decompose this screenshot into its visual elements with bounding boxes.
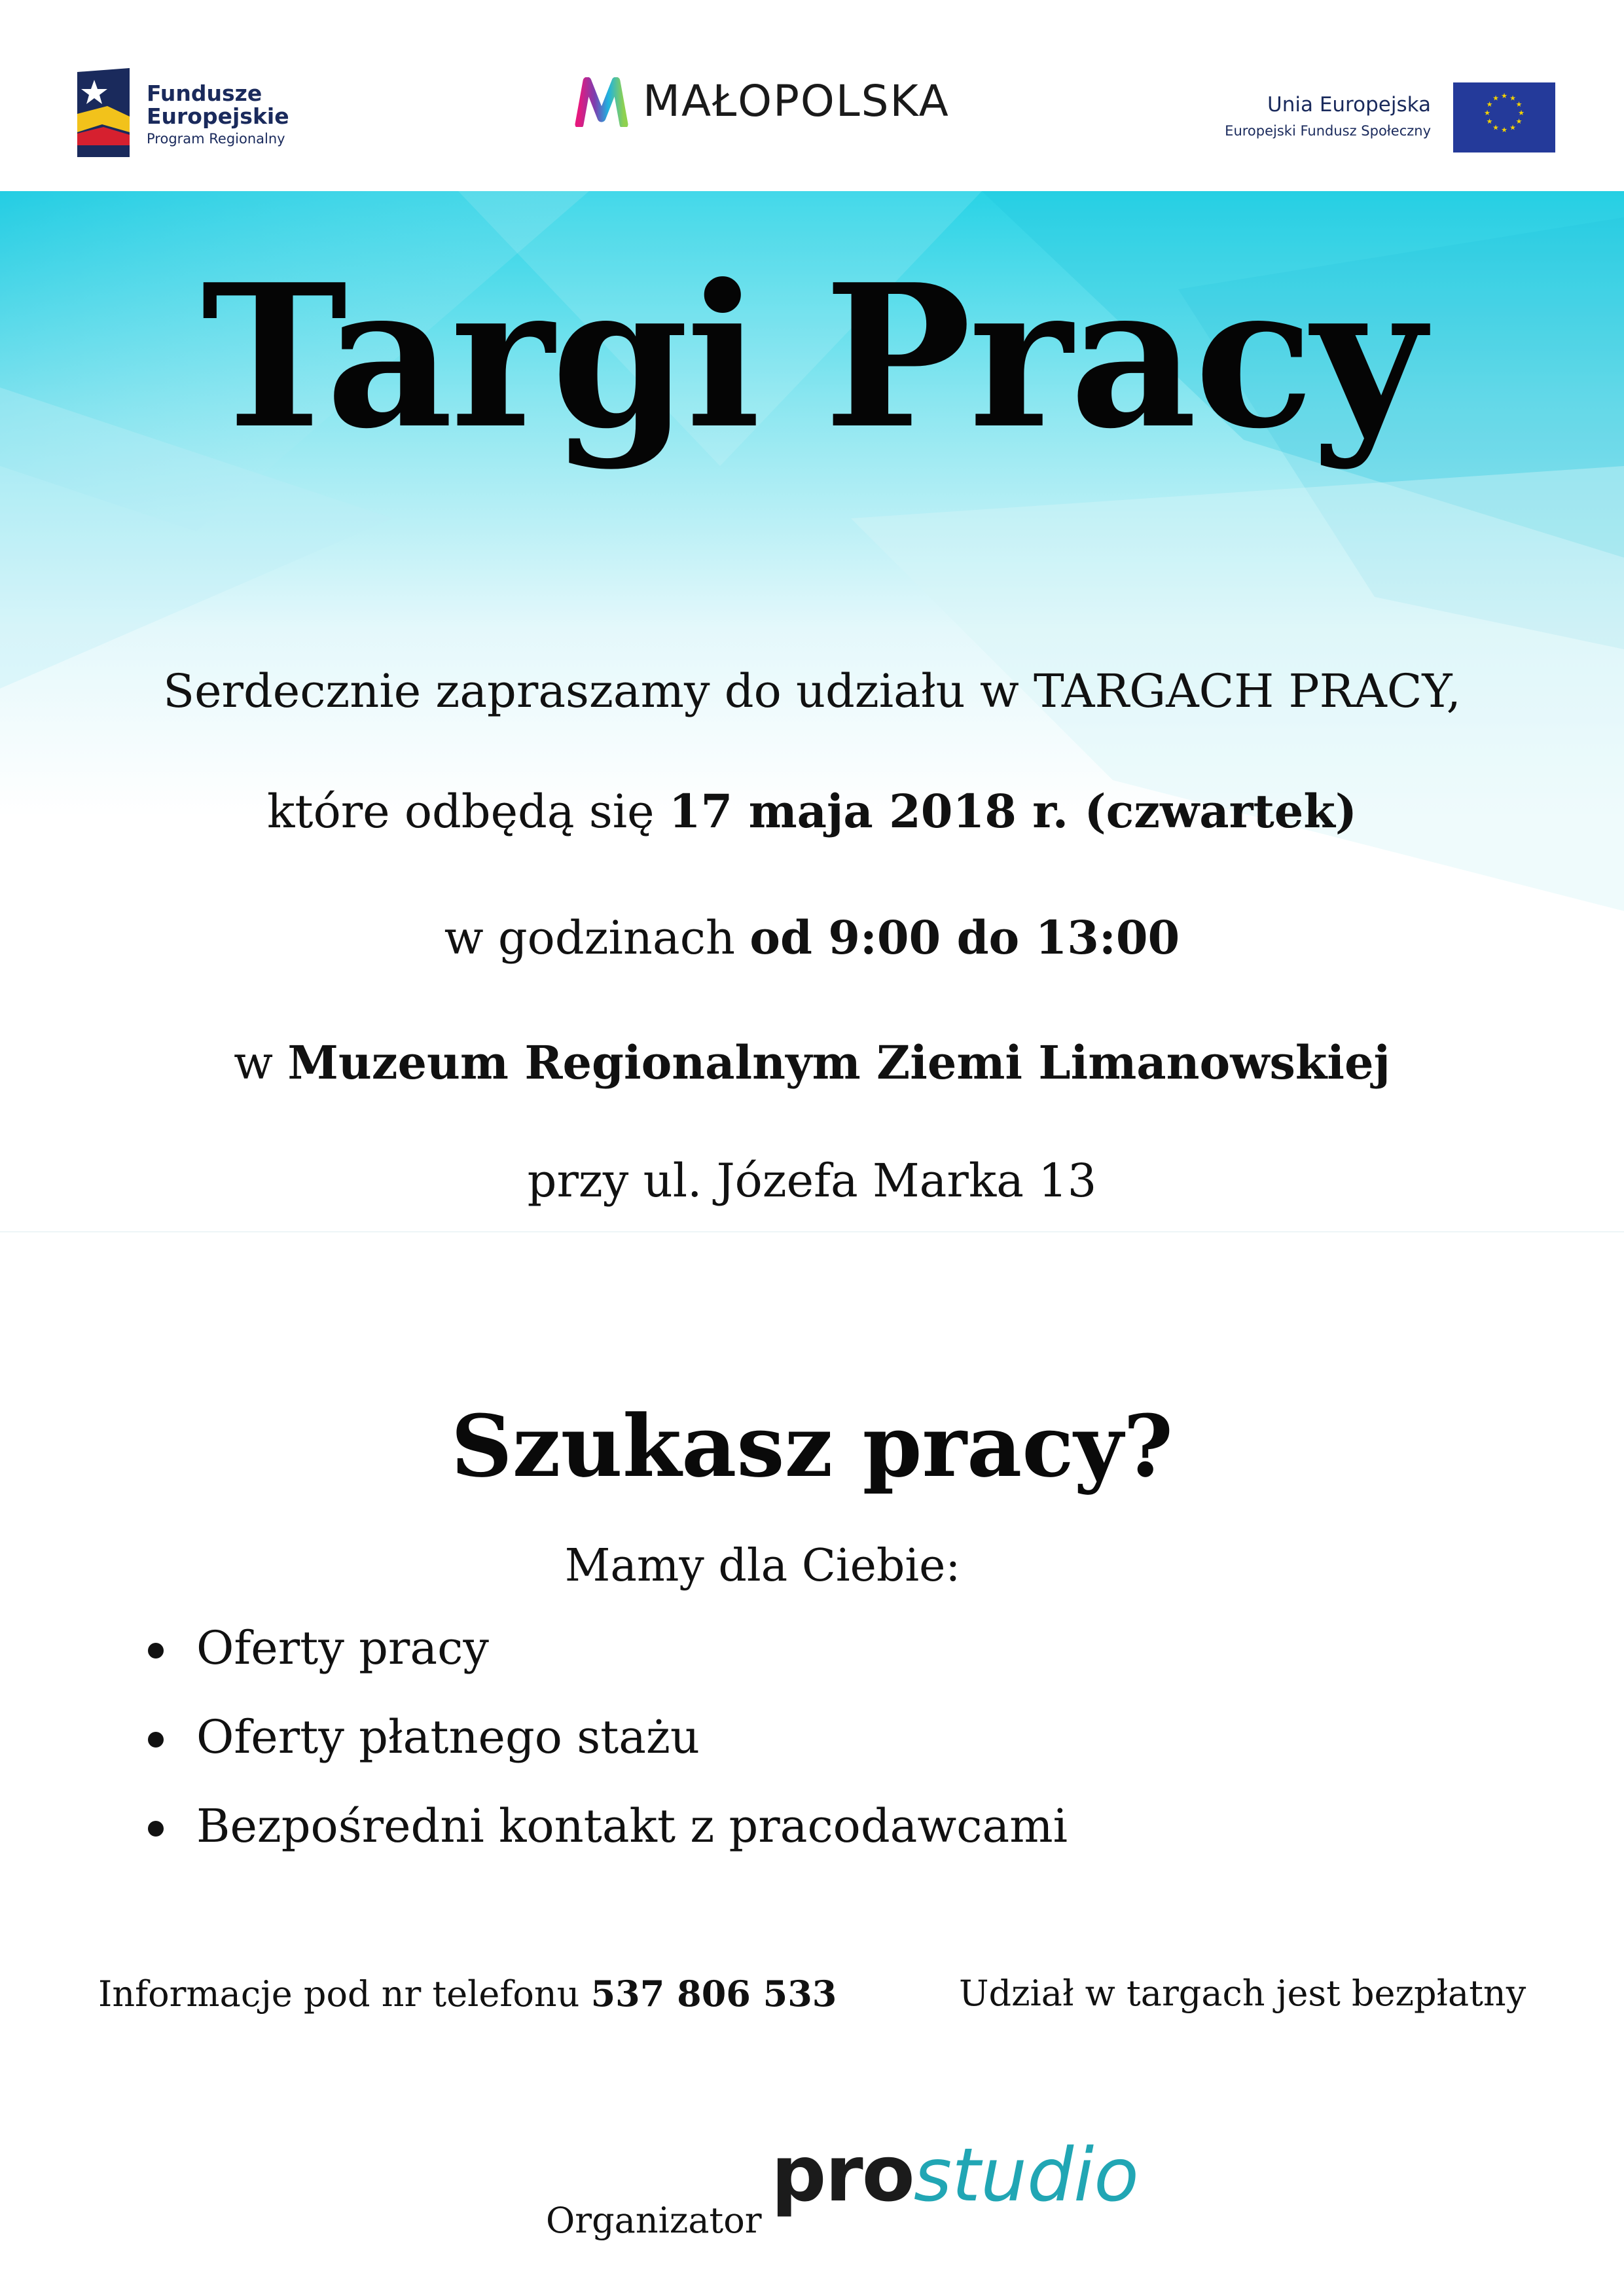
invitation-date-prefix: które odbędą się <box>267 785 669 838</box>
event-hours: od 9:00 do 13:00 <box>749 910 1180 965</box>
free-entry-note: Udział w targach jest bezpłatny <box>959 1973 1526 2014</box>
fe-line1: Fundusze <box>147 81 262 106</box>
prostudio-logo <box>771 2128 1139 2219</box>
eu-line2: Europejski Fundusz Społeczny <box>1225 123 1431 139</box>
malopolska-wordmark: MAŁOPOLSKA <box>643 76 950 126</box>
svg-text:★: ★ <box>1509 123 1516 132</box>
svg-text:★: ★ <box>1501 92 1507 100</box>
contact-label: Informacje pod nr telefonu <box>98 1973 591 2015</box>
invitation-venue-prefix: w <box>234 1036 288 1090</box>
svg-text:★: ★ <box>1492 94 1499 103</box>
prostudio-logo-pro: pro <box>771 2128 914 2219</box>
invitation-line-2 <box>0 784 1624 839</box>
bullet-icon <box>148 1821 164 1837</box>
prostudio-logo-studio: studio <box>913 2133 1139 2218</box>
logo-bar <box>0 0 1624 191</box>
svg-text:★: ★ <box>1518 109 1525 117</box>
svg-text:★: ★ <box>1486 117 1493 126</box>
bullet-icon <box>148 1732 164 1748</box>
eu-line1: Unia Europejska <box>1267 93 1431 117</box>
svg-text:★: ★ <box>1484 109 1490 117</box>
fundusze-europejskie-text <box>147 82 289 146</box>
svg-text:★: ★ <box>1515 100 1523 109</box>
invitation-line-4 <box>0 1035 1624 1090</box>
offers-intro: Mamy dla Ciebie: <box>564 1540 961 1592</box>
event-venue: Muzeum Regionalnym Ziemi Limanowskiej <box>287 1035 1390 1090</box>
svg-text:★: ★ <box>1509 94 1516 103</box>
fe-line2: Europejskie <box>147 103 289 129</box>
svg-text:★: ★ <box>1492 123 1499 132</box>
event-date: 17 maja 2018 r. (czwartek) <box>668 784 1357 838</box>
subheading: Szukasz pracy? <box>450 1396 1174 1496</box>
eu-text <box>1113 93 1431 139</box>
contact-info <box>98 1973 837 2016</box>
svg-text:★: ★ <box>1515 117 1523 126</box>
invitation-hours-prefix: w godzinach <box>444 911 750 965</box>
invitation-line-1: Serdecznie zapraszamy do udziału w TARGACH PRACY, <box>163 664 1461 718</box>
svg-text:★: ★ <box>1486 100 1493 109</box>
offer-text: Oferty pracy <box>196 1621 489 1675</box>
svg-text:★: ★ <box>1501 126 1507 134</box>
organizer-label: Organizator <box>546 2200 762 2241</box>
event-address: przy ul. Józefa Marka 13 <box>527 1154 1097 1208</box>
phone-number: 537 806 533 <box>590 1973 837 2015</box>
malopolska-logo-icon <box>574 77 630 127</box>
invitation-line-3 <box>0 910 1624 965</box>
eu-flag-icon <box>1453 82 1555 152</box>
fe-line3: Program Regionalny <box>147 131 285 147</box>
offer-text: Oferty płatnego stażu <box>196 1710 700 1764</box>
fundusze-europejskie-logo-icon <box>77 68 130 157</box>
offer-text: Bezpośredni kontakt z pracodawcami <box>196 1799 1068 1853</box>
bullet-icon <box>148 1643 164 1659</box>
page-title: Targi Pracy <box>201 241 1423 472</box>
